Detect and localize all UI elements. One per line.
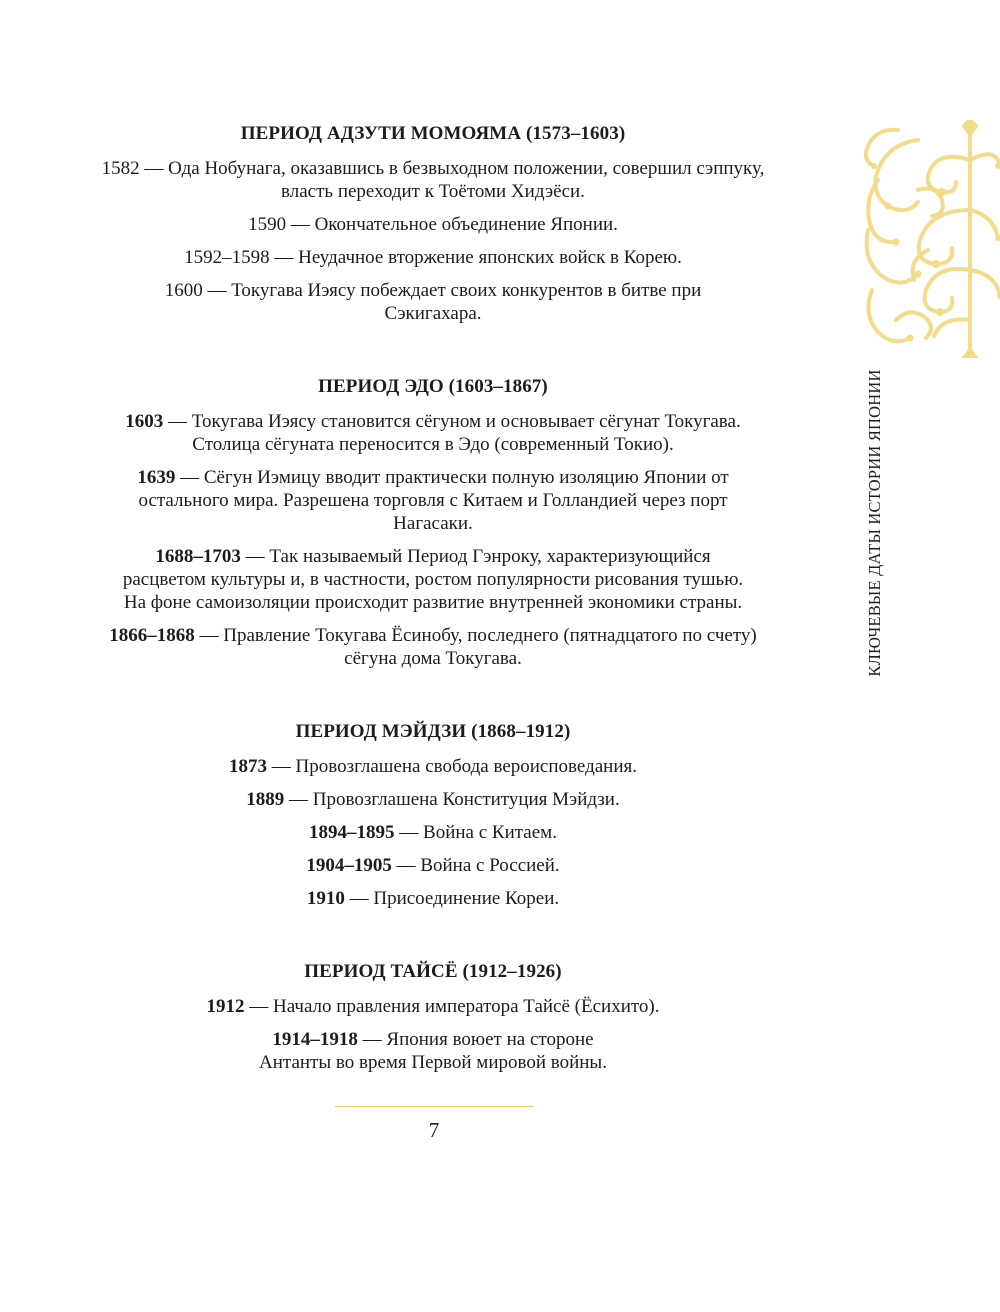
timeline-entry <box>98 821 768 844</box>
timeline-entry <box>98 995 768 1018</box>
period-edo <box>98 375 768 670</box>
period-title: ПЕРИОД ТАЙСЁ (1912–1926) <box>304 961 562 982</box>
entry-text: — Присоединение Кореи. <box>344 888 560 909</box>
timeline-entry <box>98 246 768 269</box>
entry-year: 1873 <box>229 756 267 777</box>
period-title: ПЕРИОД ЭДО (1603–1867) <box>318 376 548 397</box>
entry-year: 1914–1918 <box>272 1029 358 1050</box>
entry-year: 1688–1703 <box>155 546 241 567</box>
entry-year: 1904–1905 <box>306 855 392 876</box>
period-azuchi-momoyama <box>98 122 768 325</box>
timeline-entry <box>98 545 768 614</box>
entry-year: 1866–1868 <box>109 625 195 646</box>
period-title: ПЕРИОД АДЗУТИ МОМОЯМА (1573–1603) <box>240 123 626 144</box>
entry-year: 1603 <box>125 411 164 432</box>
entry-text: — Провозглашена свобода вероисповедания. <box>267 756 637 777</box>
entry-year: 1894–1895 <box>309 822 395 843</box>
entry-year: 1600 <box>164 280 203 301</box>
ornament-decoration <box>858 120 1000 358</box>
entry-year: 1590 <box>248 214 287 235</box>
entry-year: 1592–1598 <box>184 247 270 268</box>
entry-text: — Правление Токугава Ёсинобу, последнего (пятнадцатого по счету) сёгуна дома Токугава. <box>194 625 757 669</box>
entry-text: — Война с Китаем. <box>394 822 557 843</box>
entry-text: — Япония воюет на стороне Антанты во время Первой мировой войны. <box>259 1029 607 1073</box>
period-title: ПЕРИОД МЭЙДЗИ (1868–1912) <box>295 721 571 742</box>
entry-text: — Война с Россией. <box>391 855 560 876</box>
entry-year: 1910 <box>306 888 345 909</box>
entry-text: — Так называемый Период Гэнроку, характеризующийся расцветом культуры и, в частности, ростом популярности рисования тушью. На фоне самоизоляции происходит развитие внутренней экономики страны. <box>122 546 744 613</box>
timeline-entry <box>98 157 768 203</box>
entry-year: 1889 <box>246 789 285 810</box>
timeline-entry <box>98 788 768 811</box>
timeline-entry <box>98 466 768 535</box>
entry-text: — Провозглашена Конституция Мэйдзи. <box>284 789 620 810</box>
timeline-entry <box>98 755 768 778</box>
page-number: 7 <box>428 1118 440 1142</box>
period-meiji <box>98 720 768 910</box>
timeline-entry <box>98 1028 768 1074</box>
entry-text: — Неудачное вторжение японских войск в Корею. <box>269 247 682 268</box>
entry-text: — Окончательное объединение Японии. <box>286 214 618 235</box>
entry-year: 1582 <box>101 158 140 179</box>
entry-text: — Токугава Иэясу побеждает своих конкурентов в битве при Сэкигахара. <box>202 280 702 324</box>
timeline-entry <box>98 624 768 670</box>
timeline-entry <box>98 279 768 325</box>
timeline-entry <box>98 887 768 910</box>
entry-text: — Сёгун Иэмицу вводит практически полную изоляцию Японии от остального мира. Разрешена торговля с Китаем и Голландией через порт Нагасаки. <box>138 467 729 534</box>
main-content <box>98 118 768 1124</box>
entry-text: — Начало правления императора Тайсё (Ёсихито). <box>244 996 660 1017</box>
footer-divider <box>335 1106 533 1107</box>
entry-text: — Токугава Иэясу становится сёгуном и основывает сёгунат Токугава. Столица сёгуната переносится в Эдо (современный Токио). <box>163 411 741 455</box>
entry-text: — Ода Нобунага, оказавшись в безвыходном положении, совершил сэппуку, власть переходит к Тоётоми Хидэёси. <box>139 158 765 202</box>
timeline-entry <box>98 213 768 236</box>
timeline-entry <box>98 854 768 877</box>
entry-year: 1639 <box>137 467 176 488</box>
period-taisho <box>98 960 768 1074</box>
entry-year: 1912 <box>206 996 245 1017</box>
timeline-entry <box>98 410 768 456</box>
side-section-title <box>862 364 888 682</box>
side-section-title-text: КЛЮЧЕВЫЕ ДАТЫ ИСТОРИИ ЯПОНИИ <box>865 369 884 677</box>
